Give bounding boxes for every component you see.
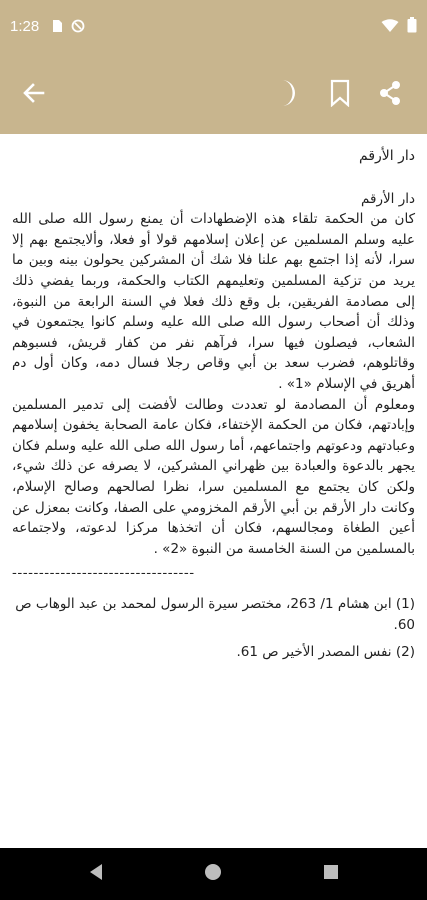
- article-heading: دار الأرقم: [359, 148, 415, 164]
- night-mode-button[interactable]: [259, 56, 315, 134]
- share-button[interactable]: [362, 56, 418, 134]
- sim-card-icon: [52, 18, 63, 37]
- back-arrow-icon: [23, 83, 45, 107]
- nav-back-icon: [88, 863, 104, 885]
- article-body: [12, 146, 415, 663]
- system-nav-bar: [0, 848, 427, 900]
- night-mode-icon: [276, 79, 298, 111]
- bookmark-button[interactable]: [312, 56, 368, 134]
- wifi-icon: [381, 18, 399, 37]
- article-subheading: دار الأرقم: [361, 190, 415, 207]
- nav-home-button[interactable]: [199, 860, 227, 888]
- footnote-item: (1) ابن هشام 1/ 263، مختصر سيرة الرسول لمحمد بن عبد الوهاب ص 60.: [15, 595, 415, 633]
- bookmark-icon: [330, 79, 350, 111]
- status-time: 1:28: [10, 18, 40, 35]
- status-notification-icons: [52, 18, 85, 37]
- no-disturb-icon: [71, 18, 85, 37]
- back-button[interactable]: [6, 56, 62, 134]
- app-toolbar: [0, 56, 427, 134]
- footnote-separator: ----------------------------------: [12, 565, 195, 582]
- footnote-item: (2) نفس المصدر الأخير ص 61.: [236, 643, 415, 660]
- status-system-icons: [381, 17, 417, 37]
- nav-back-button[interactable]: [82, 860, 110, 888]
- nav-recents-button[interactable]: [317, 860, 345, 888]
- nav-recents-icon: [323, 864, 339, 884]
- article-paragraph: ومعلوم أن المصادمة لو تعددت وطالت لأفضت إلى تدمير المسلمين وإبادتهم، فكان من الحكمة الإختفاء، فكان عامة الصحابة يخفون إسلامهم وعبادتهم ودعوتهم واجتماعهم، أما رسول الله صلى الله عليه وسلم فكان يجهر بالدعوة والعبادة بين ظهراني المشركين، لا يصرفه عن ذلك شيء، ولكن كان يجتمع مع المسلمين سرا، نظرا لصالحهم وصالح الإسلام، وكانت دار الأرقم بن أبي الأرقم المخزومي على الصفا، وكانت بمعزل عن أعين الطغاة ومجالسهم، فكان أن اتخذها مركزا لدعوته، ولاجتماعه بالمسلمين من السنة الخامسة من النبوة «2» .: [12, 396, 415, 557]
- article-content[interactable]: [0, 134, 427, 848]
- status-bar: [0, 0, 427, 56]
- battery-icon: [407, 17, 417, 37]
- nav-home-icon: [204, 863, 222, 885]
- share-icon: [378, 80, 402, 110]
- article-paragraph: كان من الحكمة تلقاء هذه الإضطهادات أن يمنع رسول الله صلى الله عليه وسلم المسلمين عن إعلان إسلامهم قولا أو فعلا، وألايجتمع بهم إلا سرا، لأنه إذا اجتمع بهم علنا فلا شك أن المشركين يحولون بينه وبين ما يريد من تزكية المسلمين وتعليمهم الكتاب والحكمة، وربما يفضي ذلك إلى مصادمة الفريقين، بل وقع ذلك فعلا في السنة الرابعة من النبوة، وذلك أن أصحاب رسول الله صلى الله عليه وسلم كانوا يجتمعون في الشعاب، فيصلون فيها سرا، فرآهم نفر من كفار قريش، فسبوهم وقاتلوهم، فضرب سعد بن أبي وقاص رجلا فسال دمه، وكان أول دم أهريق في الإسلام «1» .: [12, 211, 415, 392]
